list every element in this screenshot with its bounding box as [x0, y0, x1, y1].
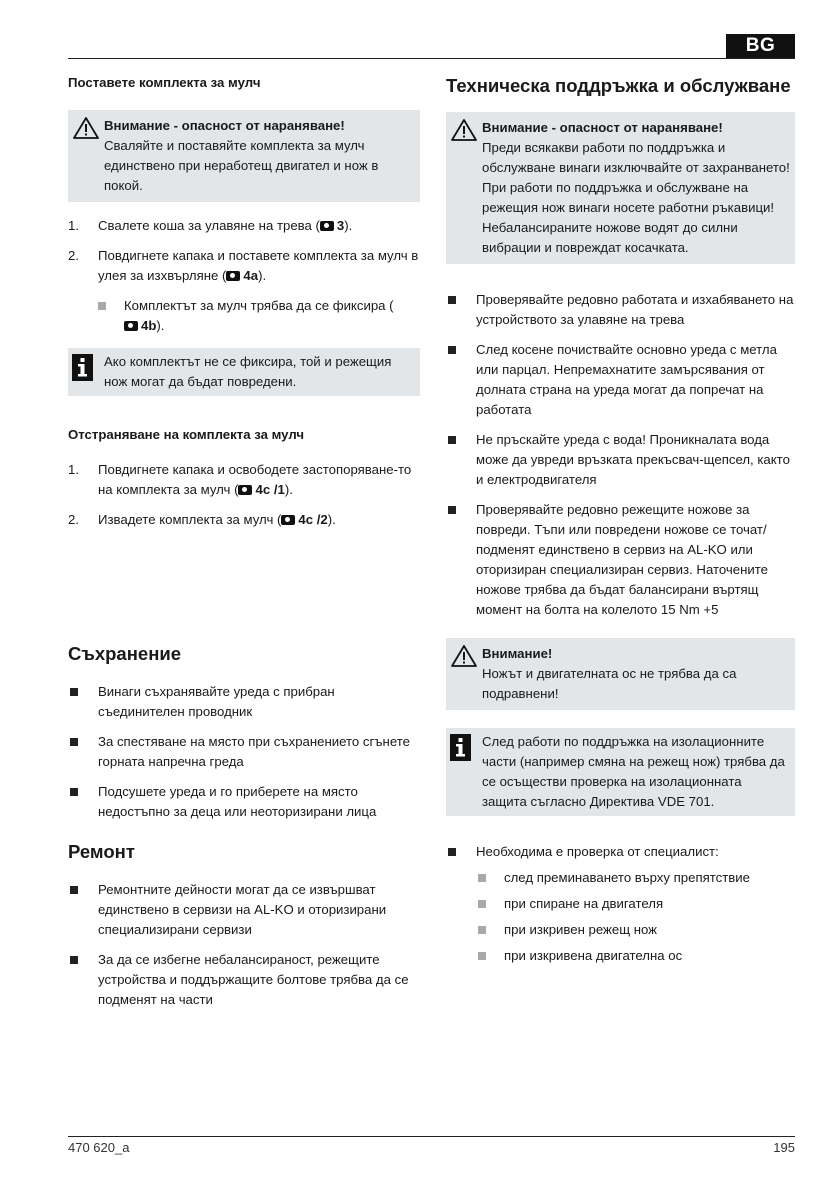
step-text: Повдигнете капака и освободете застопоряване-то на комплекта за мулч ( — [98, 462, 412, 497]
step-number: 2. — [68, 512, 79, 527]
info-text: След работи по поддръжка на изолационните части (например смяна на режещ нож) трябва да се осъществи проверка на изолационната защита съгласно Директива VDE 701. — [482, 734, 785, 809]
warning-title: Внимание - опасност от нараняване! — [482, 120, 723, 135]
camera-icon — [320, 221, 334, 231]
mulch-install-substep — [96, 296, 420, 336]
info-text: Ако комплектът не се фиксира, той и режещия нож могат да бъдат повредени. — [104, 354, 392, 389]
alignment-warning-box — [446, 638, 795, 710]
list-item: при спиране на двигателя — [476, 894, 795, 914]
right-column — [446, 74, 795, 966]
mulch-install-section — [68, 74, 420, 396]
list-item: 2. Повдигнете капака и поставете комплекта за мулч в улея за изхвърляне ( 4a). — [68, 248, 419, 283]
specialist-check-lead: Необходима е проверка от специалист: — [476, 844, 719, 859]
figure-reference: 4b — [124, 318, 156, 333]
warning-text: Преди всякакви работи по поддръжка и обслужване винаги изключвайте от захранването! — [482, 140, 790, 175]
mulch-remove-section — [68, 426, 420, 530]
mulch-install-steps — [68, 216, 420, 286]
figure-reference: 4a — [226, 268, 258, 283]
list-item: 1. Свалете коша за улавяне на трева ( 3). — [68, 216, 420, 236]
maintenance-heading: Техническа поддръжка и обслужване — [446, 75, 791, 96]
step-number: 1. — [68, 462, 79, 477]
list-item: след преминаването върху препятствие — [476, 868, 795, 888]
list-item: Комплектът за мулч трябва да се фиксира (4b). — [96, 296, 420, 336]
warning-triangle-icon — [450, 118, 478, 142]
mulch-remove-heading: Отстраняване на комплекта за мулч — [68, 427, 305, 442]
maintenance-warning-box — [446, 112, 795, 264]
storage-section — [68, 642, 420, 1010]
list-item: За да се избегне небалансираност, режещите устройства и поддържащите болтове трябва да се подменят на части — [68, 950, 420, 1010]
specialist-check-list — [446, 842, 795, 966]
page-number: 195 — [773, 1140, 795, 1155]
list-item: Винаги съхранявайте уреда с прибран съединителен проводник — [68, 682, 420, 722]
camera-icon — [124, 321, 138, 331]
list-item: Подсушете уреда и го приберете на място недостъпно за деца или неоторизирани лица — [68, 782, 420, 822]
info-icon — [72, 354, 93, 381]
step-text: Свалете коша за улавяне на трева ( — [98, 218, 320, 233]
info-icon — [450, 734, 471, 761]
warning-text: Небалансираните ножове водят до силни вибрации и повреждат косачката. — [482, 220, 738, 255]
camera-icon — [238, 485, 252, 495]
warning-text: Сваляйте и поставяйте комплекта за мулч единствено при неработещ двигател и нож в покой. — [104, 138, 379, 193]
left-column — [68, 74, 420, 530]
step-text: Извадете комплекта за мулч ( — [98, 512, 282, 527]
list-item: След косене почиствайте основно уреда с метла или парцал. Непремахнатите замърсявания от долната страна на уреда могат да попречат на работата — [446, 340, 795, 420]
header-rule — [68, 58, 795, 59]
list-item: при изкривен режещ нож — [476, 920, 795, 940]
camera-icon — [281, 515, 295, 525]
insulation-info-box — [446, 728, 795, 816]
warning-title: Внимание - опасност от нараняване! — [104, 118, 345, 133]
list-item — [446, 842, 795, 966]
figure-reference: 4c /2 — [281, 512, 327, 527]
mulch-install-heading: Поставете комплекта за мулч — [68, 75, 261, 90]
warning-triangle-icon — [450, 644, 478, 668]
list-item: Не пръскайте уреда с вода! Проникналата вода може да увреди връзката прекъсвач-щепсел, както и електродвигателя — [446, 430, 795, 490]
specialist-check-sublist — [476, 868, 795, 966]
list-item: Ремонтните дейности могат да се извършват единствено в сервизи на AL-KO и оторизирани специализирани сервизи — [68, 880, 420, 940]
language-badge: BG — [726, 34, 795, 58]
step-number: 2. — [68, 248, 79, 263]
figure-reference: 4c /1 — [238, 482, 284, 497]
list-item: За спестяване на място при съхранението сгънете горната напречна греда — [68, 732, 420, 772]
list-item: 1. Повдигнете капака и освободете застопоряване-то на комплекта за мулч ( 4c /1). — [68, 462, 412, 497]
figure-reference: 3 — [320, 218, 344, 233]
list-item: при изкривена двигателна ос — [476, 946, 795, 966]
storage-heading: Съхранение — [68, 643, 182, 664]
warning-text: При работи по поддръжка и обслужване на режещия нож винаги носете работни ръкавици! — [482, 180, 775, 215]
list-item: Проверявайте редовно работата и изхабяването на устройството за улавяне на трева — [446, 290, 795, 330]
step-number: 1. — [68, 218, 79, 233]
repair-list — [68, 880, 420, 1010]
warning-title: Внимание! — [482, 646, 553, 661]
repair-heading: Ремонт — [68, 841, 135, 862]
maintenance-list — [446, 290, 795, 620]
list-item: 2. Извадете комплекта за мулч ( 4c /2). — [68, 510, 420, 530]
storage-list — [68, 682, 420, 822]
mulch-install-info-box — [68, 348, 420, 396]
warning-triangle-icon — [72, 116, 100, 140]
step-text: Повдигнете капака и поставете комплекта за мулч в улея за изхвърляне ( — [98, 248, 419, 283]
mulch-remove-steps — [68, 460, 420, 530]
footer-rule — [68, 1136, 795, 1137]
warning-text: Ножът и двигателната ос не трябва да са подравнени! — [482, 666, 737, 701]
list-item: Проверявайте редовно режещите ножове за повреди. Тъпи или повредени ножове се точат/ подменят единствено в сервиз на AL-KO или оторизиран специализиран сервиз. Наточените ножове трябва да бъдат балансирани въртящ момент на болта на колелото 15 Nm +5 — [446, 500, 795, 620]
document-code: 470 620_a — [68, 1140, 130, 1155]
camera-icon — [226, 271, 240, 281]
mulch-install-warning-box — [68, 110, 420, 202]
